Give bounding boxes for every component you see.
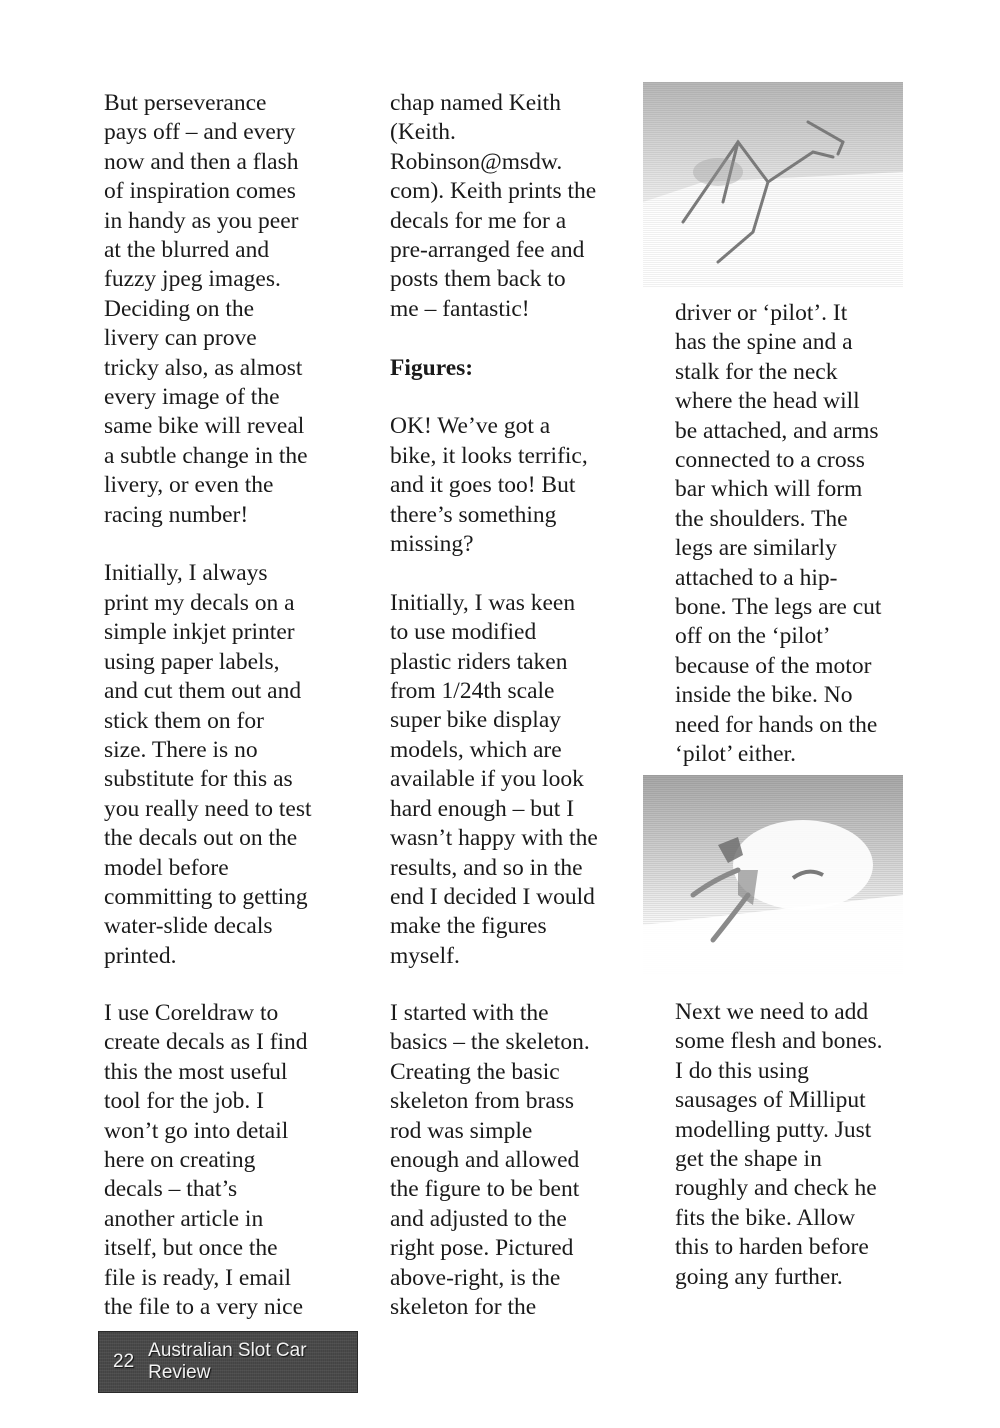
text-line: skeleton for the: [390, 1294, 537, 1321]
text-line: livery, or even the: [104, 472, 274, 499]
text-line: has the spine and a: [675, 329, 853, 356]
text-line: roughly and check he: [675, 1175, 877, 1202]
text-line: bar which will form: [675, 476, 863, 503]
text-line: I use Coreldraw to: [104, 1000, 279, 1026]
column-2-bottom: [390, 999, 640, 1322]
text-line: basics – the skeleton.: [390, 1029, 590, 1056]
text-line: But perseverance: [104, 90, 267, 116]
text-line: the decals out on the: [104, 825, 298, 852]
text-line: models, which are: [390, 736, 562, 763]
text-line: from 1/24th scale: [390, 678, 555, 705]
text-line: to use modified: [390, 619, 537, 646]
text-line: at the blurred and: [104, 237, 270, 264]
text-line: in handy as you peer: [104, 207, 299, 234]
text-line: OK! We’ve got a: [390, 413, 551, 440]
text-line: be attached, and arms: [675, 417, 879, 444]
text-line: attached to a hip-: [675, 564, 838, 591]
text-line: size. There is no: [104, 736, 258, 763]
column-3-bottom: [675, 998, 925, 1292]
text-line: Deciding on the: [104, 295, 255, 322]
text-line: make the figures: [390, 913, 547, 940]
putty-figure-photo: [643, 775, 903, 975]
text-line: decals – that’s: [104, 1176, 238, 1203]
text-line: I started with the: [390, 1000, 549, 1026]
text-line: another article in: [104, 1205, 264, 1232]
text-line: rod was simple: [390, 1117, 533, 1144]
paragraph-flesh-bones: [675, 998, 925, 1292]
text-line: bone. The legs are cut: [675, 594, 882, 621]
text-line: legs are similarly: [675, 535, 837, 562]
text-line: here on creating: [104, 1147, 256, 1174]
text-line: plastic riders taken: [390, 648, 568, 675]
text-line: bike, it looks terrific,: [390, 442, 588, 469]
paragraph-pilot-skeleton: [675, 299, 925, 770]
text-line: this to harden before: [675, 1234, 869, 1261]
text-line: model before: [104, 854, 229, 881]
text-line: right pose. Pictured: [390, 1235, 574, 1262]
text-line: a subtle change in the: [104, 442, 308, 469]
text-line: there’s something: [390, 501, 557, 528]
text-line: same bike will reveal: [104, 413, 305, 440]
text-line: available if you look: [390, 766, 584, 793]
text-line: simple inkjet printer: [104, 619, 295, 646]
skeleton-photo: [643, 82, 903, 287]
text-line: the file to a very nice: [104, 1294, 304, 1321]
text-line: file is ready, I email: [104, 1264, 292, 1291]
text-line: decals for me for a: [390, 207, 567, 234]
text-line: com). Keith prints the: [390, 178, 597, 205]
text-line: Next we need to add: [675, 999, 869, 1025]
text-line: missing?: [390, 531, 474, 558]
text-line: using paper labels,: [104, 648, 280, 675]
text-line: ‘pilot’ either.: [675, 741, 796, 768]
text-line: chap named Keith: [390, 90, 561, 116]
text-line: driver or ‘pilot’. It: [675, 300, 848, 326]
text-line: modelling putty. Just: [675, 1116, 872, 1143]
text-line: results, and so in the: [390, 854, 583, 881]
column-1-bottom: [104, 999, 354, 1322]
text-line: tricky also, as almost: [104, 354, 303, 381]
text-line: need for hands on the: [675, 711, 878, 738]
text-line: above-right, is the: [390, 1264, 561, 1291]
paragraph-plastic-riders: [390, 589, 640, 971]
column-3: [675, 299, 925, 770]
section-heading-figures: Figures:: [390, 354, 474, 381]
text-line: stick them on for: [104, 707, 264, 734]
text-line: Initially, I was keen: [390, 589, 576, 616]
column-1: [104, 89, 354, 971]
paragraph-initially-decals: [104, 559, 354, 971]
text-line: stalk for the neck: [675, 358, 838, 385]
text-line: the shoulders. The: [675, 505, 848, 532]
text-line: won’t go into detail: [104, 1117, 289, 1144]
text-line: you really need to test: [104, 795, 312, 822]
text-line: committing to getting: [104, 883, 308, 910]
text-line: Creating the basic: [390, 1058, 560, 1085]
text-line: myself.: [390, 942, 460, 969]
text-line: of inspiration comes: [104, 178, 296, 205]
text-line: tool for the job. I: [104, 1088, 264, 1115]
paragraph-ok-bike: [390, 412, 640, 559]
text-line: off on the ‘pilot’: [675, 623, 831, 650]
text-line: me – fantastic!: [390, 295, 530, 322]
text-line: pays off – and every: [104, 119, 296, 146]
text-line: livery can prove: [104, 325, 257, 352]
text-line: (Keith.: [390, 119, 456, 146]
text-line: inside the bike. No: [675, 682, 853, 709]
text-line: create decals as I find: [104, 1029, 308, 1056]
paragraph-skeleton-basics: [390, 999, 640, 1322]
text-line: some flesh and bones.: [675, 1028, 883, 1055]
text-line: I do this using: [675, 1057, 809, 1084]
publication-title: Australian Slot Car Review: [148, 1340, 307, 1383]
text-line: now and then a flash: [104, 148, 299, 175]
column-2: [390, 89, 640, 971]
text-line: fits the bike. Allow: [675, 1204, 856, 1231]
text-line: going any further.: [675, 1263, 843, 1290]
text-line: Initially, I always: [104, 560, 268, 587]
text-line: and it goes too! But: [390, 472, 576, 499]
text-line: skeleton from brass: [390, 1088, 575, 1115]
text-line: sausages of Milliput: [675, 1087, 866, 1114]
text-line: pre-arranged fee and: [390, 237, 585, 264]
text-line: every image of the: [104, 384, 280, 411]
text-line: super bike display: [390, 707, 561, 734]
text-line: wasn’t happy with the: [390, 825, 598, 852]
text-line: printed.: [104, 942, 177, 969]
text-line: this the most useful: [104, 1058, 288, 1085]
text-line: and cut them out and: [104, 678, 302, 705]
text-line: posts them back to: [390, 266, 566, 293]
text-line: print my decals on a: [104, 589, 295, 616]
text-line: enough and allowed: [390, 1147, 580, 1174]
text-line: get the shape in: [675, 1146, 822, 1173]
text-line: and adjusted to the: [390, 1205, 567, 1232]
paragraph-keith: [390, 89, 640, 324]
text-line: racing number!: [104, 501, 249, 528]
text-line: itself, but once the: [104, 1235, 278, 1262]
text-line: end I decided I would: [390, 883, 595, 910]
paragraph-perseverance: [104, 89, 354, 530]
text-line: where the head will: [675, 388, 860, 415]
text-line: because of the motor: [675, 652, 872, 679]
text-line: Robinson@msdw.: [390, 148, 563, 175]
page-footer-banner: [98, 1331, 358, 1393]
page-number: 22: [113, 1351, 135, 1372]
text-line: fuzzy jpeg images.: [104, 266, 281, 293]
text-line: hard enough – but I: [390, 795, 575, 822]
text-line: water-slide decals: [104, 913, 273, 940]
paragraph-coreldraw: [104, 999, 354, 1322]
text-line: the figure to be bent: [390, 1176, 580, 1203]
text-line: substitute for this as: [104, 766, 293, 793]
text-line: connected to a cross: [675, 447, 865, 474]
